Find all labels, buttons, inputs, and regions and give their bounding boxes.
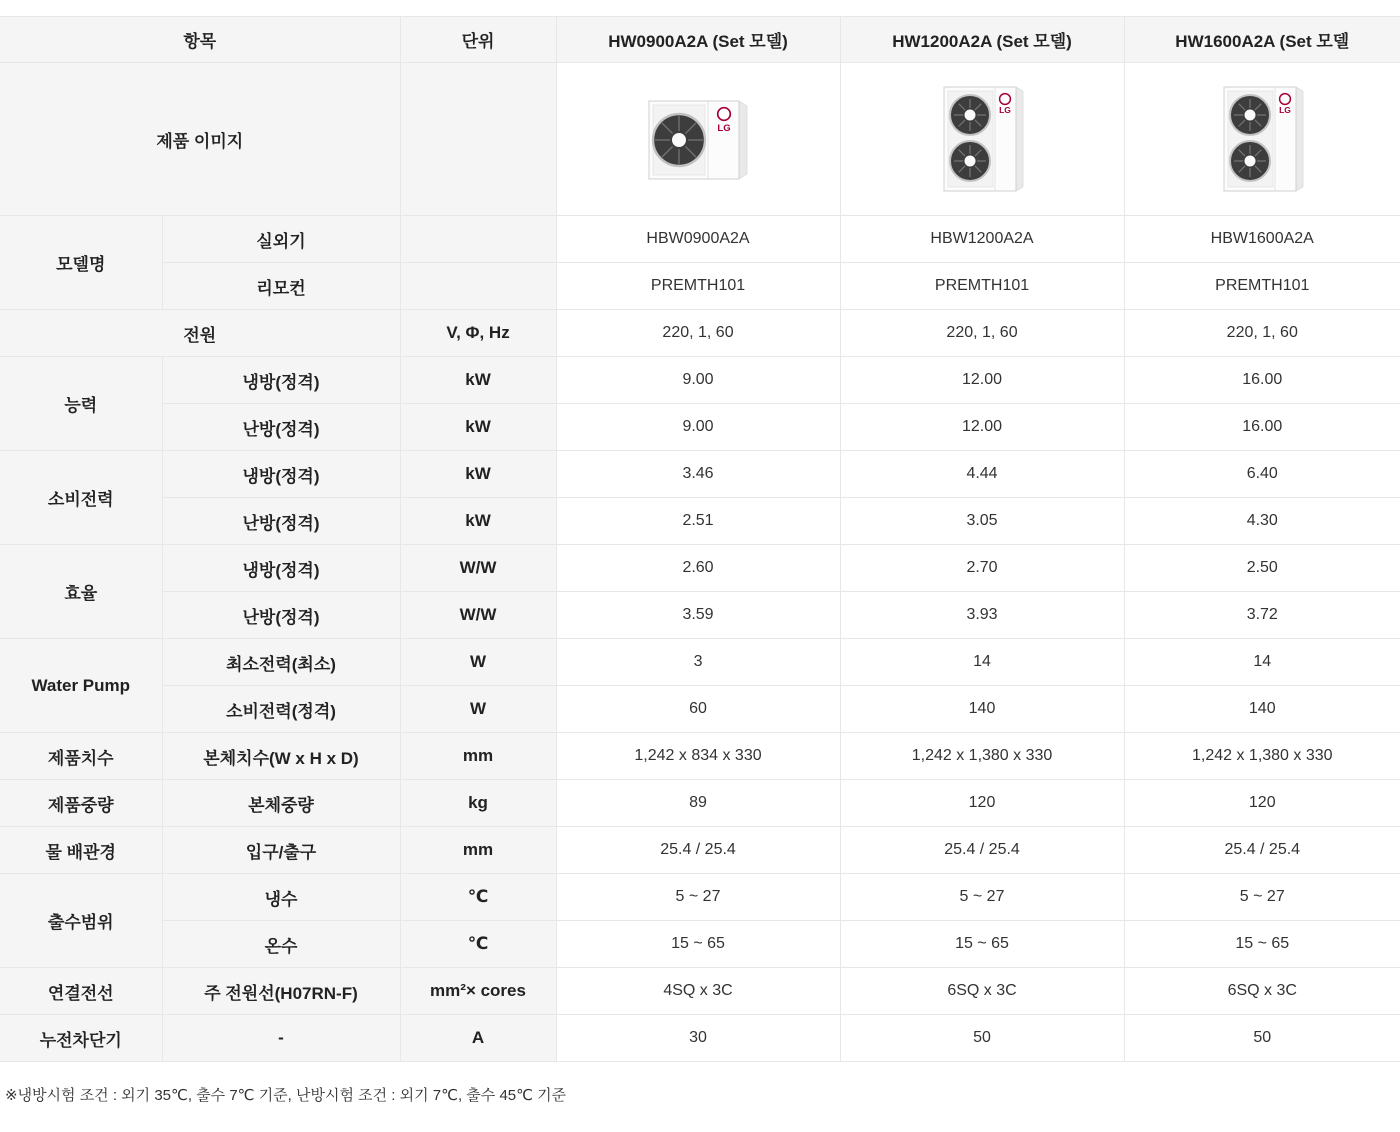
fan-icon (1230, 141, 1270, 181)
value-cell: 220, 1, 60 (840, 310, 1124, 357)
value-cell: 3.46 (556, 451, 840, 498)
value-cell: 25.4 / 25.4 (556, 827, 840, 874)
row-group-label: 능력 (0, 357, 162, 451)
row-group-label: 제품중량 (0, 780, 162, 827)
unit-cell: kW (400, 357, 556, 404)
fan-icon (950, 141, 990, 181)
product-image-row (0, 63, 1400, 216)
header-model-hw1200: HW1200A2A (Set 모델) (840, 17, 1124, 63)
value-cell: 3.59 (556, 592, 840, 639)
value-cell: 6SQ x 3C (840, 968, 1124, 1015)
value-cell: 14 (840, 639, 1124, 686)
header-unit: 단위 (400, 17, 556, 63)
value-cell: 4SQ x 3C (556, 968, 840, 1015)
test-condition-footnote: ※냉방시험 조건 : 외기 35℃, 출수 7℃ 기준, 난방시험 조건 : 외기 7℃, 출수 45℃ 기준 (5, 1087, 567, 1104)
unit-side-panel (1296, 87, 1303, 191)
unit-side-panel (1016, 87, 1023, 191)
value-cell: 220, 1, 60 (556, 310, 840, 357)
value-cell: 15 ~ 65 (1124, 921, 1400, 968)
row-sub-label: 난방(정격) (162, 498, 400, 545)
value-cell: 12.00 (840, 404, 1124, 451)
table-row (0, 827, 1400, 874)
lg-logo (1279, 94, 1291, 115)
row-group-label: 제품치수 (0, 733, 162, 780)
table-row (0, 498, 1400, 545)
value-cell: PREMTH101 (840, 263, 1124, 310)
header-item: 항목 (0, 17, 400, 63)
value-cell: 9.00 (556, 357, 840, 404)
table-row (0, 216, 1400, 263)
value-cell: 15 ~ 65 (556, 921, 840, 968)
value-cell: 2.50 (1124, 545, 1400, 592)
unit-cell: W/W (400, 545, 556, 592)
row-group-label: 누전차단기 (0, 1015, 162, 1062)
fan-icon (950, 95, 990, 135)
row-group-label: 연결전선 (0, 968, 162, 1015)
row-sub-label: 리모컨 (162, 263, 400, 310)
row-group-label: 모델명 (0, 216, 162, 310)
value-cell: 12.00 (840, 357, 1124, 404)
value-cell: 14 (1124, 639, 1400, 686)
outdoor-unit-single-fan-image (640, 93, 756, 185)
table-row (0, 874, 1400, 921)
value-cell: HBW1600A2A (1124, 216, 1400, 263)
value-cell: PREMTH101 (1124, 263, 1400, 310)
unit-cell (400, 216, 556, 263)
fan-icon (653, 114, 705, 166)
row-sub-label: 입구/출구 (162, 827, 400, 874)
value-cell: 89 (556, 780, 840, 827)
value-cell: 3.05 (840, 498, 1124, 545)
product-image-unit-cell (400, 63, 556, 216)
row-sub-label: 실외기 (162, 216, 400, 263)
table-row (0, 310, 1400, 357)
value-cell: 4.44 (840, 451, 1124, 498)
value-cell: 30 (556, 1015, 840, 1062)
value-cell: 15 ~ 65 (840, 921, 1124, 968)
product-image-label: 제품 이미지 (0, 63, 400, 216)
product-image-cell-hw1200 (840, 63, 1124, 216)
table-row (0, 921, 1400, 968)
row-sub-label: 냉수 (162, 874, 400, 921)
value-cell: 3.72 (1124, 592, 1400, 639)
value-cell: 220, 1, 60 (1124, 310, 1400, 357)
unit-cell: W (400, 686, 556, 733)
value-cell: 2.70 (840, 545, 1124, 592)
row-group-label: 물 배관경 (0, 827, 162, 874)
value-cell: 60 (556, 686, 840, 733)
row-group-label: 소비전력 (0, 451, 162, 545)
value-cell: 9.00 (556, 404, 840, 451)
unit-cell: W (400, 639, 556, 686)
lg-logo-text: LG (999, 105, 1011, 115)
row-sub-label: 소비전력(정격) (162, 686, 400, 733)
value-cell: 140 (840, 686, 1124, 733)
table-row (0, 733, 1400, 780)
header-model-hw1600: HW1600A2A (Set 모델 (1124, 17, 1400, 63)
value-cell: 5 ~ 27 (556, 874, 840, 921)
value-cell: 16.00 (1124, 357, 1400, 404)
value-cell: 25.4 / 25.4 (1124, 827, 1400, 874)
row-sub-label: 본체치수(W x H x D) (162, 733, 400, 780)
table-row (0, 968, 1400, 1015)
header-model-hw0900: HW0900A2A (Set 모델) (556, 17, 840, 63)
unit-cell: A (400, 1015, 556, 1062)
table-row (0, 357, 1400, 404)
table-row (0, 592, 1400, 639)
value-cell: 140 (1124, 686, 1400, 733)
value-cell: 6.40 (1124, 451, 1400, 498)
value-cell: 3 (556, 639, 840, 686)
row-sub-label: 최소전력(최소) (162, 639, 400, 686)
row-group-label: 출수범위 (0, 874, 162, 968)
value-cell: 1,242 x 1,380 x 330 (1124, 733, 1400, 780)
unit-cell: ℃ (400, 921, 556, 968)
outdoor-unit-dual-fan-image (932, 81, 1032, 197)
table-header-row (0, 17, 1400, 63)
unit-side-panel (739, 101, 747, 179)
outdoor-unit-dual-fan-image (1212, 81, 1312, 197)
value-cell: 2.51 (556, 498, 840, 545)
row-sub-label: 온수 (162, 921, 400, 968)
value-cell: 1,242 x 834 x 330 (556, 733, 840, 780)
value-cell: 120 (1124, 780, 1400, 827)
table-row (0, 545, 1400, 592)
table-row (0, 404, 1400, 451)
unit-cell: kW (400, 451, 556, 498)
value-cell: PREMTH101 (556, 263, 840, 310)
row-sub-label: 주 전원선(H07RN-F) (162, 968, 400, 1015)
row-sub-label: 본체중량 (162, 780, 400, 827)
value-cell: 120 (840, 780, 1124, 827)
unit-cell: mm²× cores (400, 968, 556, 1015)
value-cell: 2.60 (556, 545, 840, 592)
unit-cell: kW (400, 404, 556, 451)
row-group-label: 효율 (0, 545, 162, 639)
table-row (0, 451, 1400, 498)
row-sub-label: 냉방(정격) (162, 451, 400, 498)
unit-cell: V, Φ, Hz (400, 310, 556, 357)
value-cell: 4.30 (1124, 498, 1400, 545)
value-cell: 50 (1124, 1015, 1400, 1062)
row-sub-label: 난방(정격) (162, 592, 400, 639)
row-sub-label: - (162, 1015, 400, 1062)
product-image-cell-hw0900 (556, 63, 840, 216)
value-cell: 1,242 x 1,380 x 330 (840, 733, 1124, 780)
row-sub-label: 난방(정격) (162, 404, 400, 451)
value-cell: HBW1200A2A (840, 216, 1124, 263)
unit-cell: kg (400, 780, 556, 827)
row-group-label: 전원 (0, 310, 400, 357)
value-cell: 25.4 / 25.4 (840, 827, 1124, 874)
lg-logo (999, 94, 1011, 115)
value-cell: 5 ~ 27 (840, 874, 1124, 921)
table-row (0, 686, 1400, 733)
lg-logo-text: LG (1279, 105, 1292, 115)
value-cell: 3.93 (840, 592, 1124, 639)
value-cell: 5 ~ 27 (1124, 874, 1400, 921)
table-row (0, 1015, 1400, 1062)
unit-cell: mm (400, 733, 556, 780)
row-sub-label: 냉방(정격) (162, 545, 400, 592)
product-image-cell-hw1600 (1124, 63, 1400, 216)
lg-logo-text: LG (717, 123, 731, 134)
product-spec-table (0, 16, 1400, 1062)
unit-cell: W/W (400, 592, 556, 639)
table-row (0, 780, 1400, 827)
table-row (0, 639, 1400, 686)
row-group-label: Water Pump (0, 639, 162, 733)
row-sub-label: 냉방(정격) (162, 357, 400, 404)
fan-icon (1230, 95, 1270, 135)
value-cell: 16.00 (1124, 404, 1400, 451)
value-cell: 6SQ x 3C (1124, 968, 1400, 1015)
unit-cell: mm (400, 827, 556, 874)
value-cell: 50 (840, 1015, 1124, 1062)
unit-cell (400, 263, 556, 310)
unit-cell: ℃ (400, 874, 556, 921)
value-cell: HBW0900A2A (556, 216, 840, 263)
unit-cell: kW (400, 498, 556, 545)
table-row (0, 263, 1400, 310)
